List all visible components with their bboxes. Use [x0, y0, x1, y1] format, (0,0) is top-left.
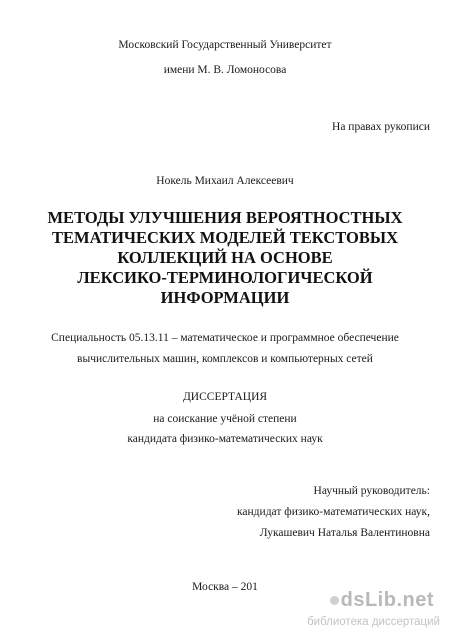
- manuscript-note: На правах рукописи: [332, 121, 430, 133]
- supervisor-block: [234, 484, 430, 541]
- supervisor-label: Научный руководитель:: [313, 485, 430, 497]
- degree-purpose-line1: на соискание учёной степени: [153, 413, 297, 425]
- dslib-watermark: [300, 589, 440, 633]
- thesis-title-line4: ЛЕКСИКО-ТЕРМИНОЛОГИЧЕСКОЙ: [77, 268, 373, 287]
- thesis-title-line2: ТЕМАТИЧЕСКИХ МОДЕЛЕЙ ТЕКСТОВЫХ: [52, 228, 398, 247]
- supervisor-degree: кандидат физико-математических наук,: [237, 506, 430, 518]
- watermark-logo: [330, 589, 434, 612]
- dissertation-label: ДИССЕРТАЦИЯ: [182, 391, 268, 403]
- watermark-logo-text: dsLib.net: [340, 589, 434, 611]
- author-name: Нокель Михаил Алексеевич: [156, 175, 294, 187]
- place-year: Москва – 201: [192, 581, 258, 593]
- degree-purpose-line2: кандидата физико-математических наук: [127, 433, 323, 445]
- watermark-subtitle: библиотека диссертаций: [307, 616, 440, 628]
- university-name-line2: имени М. В. Ломоносова: [163, 64, 287, 76]
- supervisor-name: Лукашевич Наталья Валентиновна: [259, 527, 430, 539]
- thesis-title-line5: ИНФОРМАЦИИ: [160, 288, 290, 307]
- watermark-dot-icon: [330, 596, 339, 605]
- thesis-title-line3: КОЛЛЕКЦИЙ НА ОСНОВЕ: [117, 248, 333, 267]
- university-name-line1: Московский Государственный Университет: [118, 39, 332, 51]
- specialty-line2: вычислительных машин, комплексов и компьютерных сетей: [77, 353, 373, 365]
- thesis-title-line1: МЕТОДЫ УЛУЧШЕНИЯ ВЕРОЯТНОСТНЫХ: [47, 208, 403, 227]
- specialty-line1: Специальность 05.13.11 – математическое и программное обеспечение: [51, 332, 399, 344]
